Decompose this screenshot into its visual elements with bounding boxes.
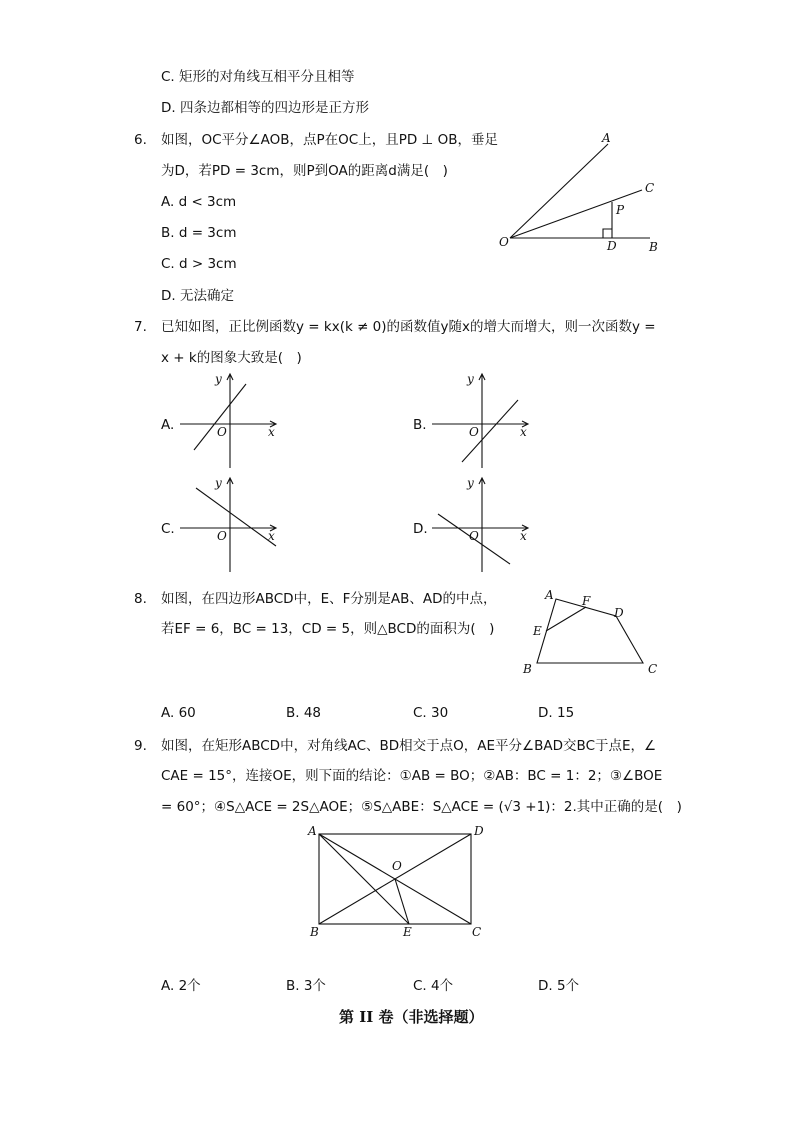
- q9-label-b: B: [310, 925, 319, 939]
- svg-text:y: y: [215, 372, 222, 386]
- q6-right-angle-mark: [603, 229, 612, 238]
- q9-option-b: B. 3个: [286, 978, 326, 994]
- svg-text:x: x: [268, 529, 275, 543]
- q6-label-c: C: [645, 181, 655, 195]
- q8-option-b: B. 48: [286, 705, 322, 721]
- q9-label-o: O: [392, 859, 402, 873]
- q7-stem-line1: 已知如图，正比例函数y = kx(k ≠ 0)的函数值y随x的增大而增大，则一次函数y =: [161, 319, 656, 335]
- q7-graph-b-label: B.: [413, 417, 427, 433]
- svg-text:O: O: [217, 529, 227, 543]
- q8-label-b: B: [523, 662, 532, 676]
- svg-text:y: y: [467, 372, 474, 386]
- q9-option-d: D. 5个: [538, 978, 580, 994]
- svg-text:x: x: [268, 425, 275, 439]
- q7-number: 7.: [134, 319, 147, 335]
- q7-graph-a-label: A.: [161, 417, 175, 433]
- q5-option-d: D. 四条边都相等的四边形是正方形: [161, 100, 369, 116]
- q6-label-o: O: [499, 235, 509, 249]
- svg-text:x: x: [520, 425, 527, 439]
- q8-option-a: A. 60: [161, 705, 196, 721]
- q7-graph-a-line: [194, 384, 246, 450]
- q7-graph-c-label: C.: [161, 521, 175, 537]
- q8-number: 8.: [134, 591, 147, 607]
- q6-stem-line1: 如图，OC平分∠AOB，点P在OC上，且PD ⊥ OB，垂足: [161, 132, 498, 148]
- q8-option-d: D. 15: [538, 705, 575, 721]
- q8-stem-line1: 如图，在四边形ABCD中，E、F分别是AB、AD的中点，: [161, 591, 497, 607]
- q7-graph-c-line: [196, 488, 276, 546]
- q8-label-c: C: [648, 662, 658, 676]
- q7-graph-b: [432, 372, 532, 472]
- q6-stem-line2: 为D，若PD = 3cm，则P到OA的距离d满足( ): [161, 163, 448, 179]
- svg-text:x: x: [520, 529, 527, 543]
- q8-label-f: F: [582, 594, 591, 608]
- q6-ray-oa: [510, 144, 608, 238]
- q8-quad-abcd: [537, 599, 643, 663]
- q6-label-a: A: [602, 131, 611, 145]
- q9-option-c: C. 4个: [413, 978, 454, 994]
- section-title: 第 II 卷（非选择题）: [339, 1008, 484, 1026]
- svg-text:y: y: [467, 476, 474, 490]
- q9-label-d: D: [474, 824, 484, 838]
- q6-option-c: C. d > 3cm: [161, 256, 237, 272]
- q8-option-c: C. 30: [413, 705, 449, 721]
- q7-graph-c: [180, 476, 280, 576]
- q6-number: 6.: [134, 132, 147, 148]
- q8-stem-line2: 若EF = 6，BC = 13，CD = 5，则△BCD的面积为( ): [161, 621, 495, 637]
- q7-graph-d: [432, 476, 532, 576]
- q6-label-p: P: [616, 203, 625, 217]
- q9-label-c: C: [472, 925, 482, 939]
- q8-label-d: D: [614, 606, 624, 620]
- q6-option-a: A. d < 3cm: [161, 194, 237, 210]
- q9-option-a: A. 2个: [161, 978, 201, 994]
- q8-label-a: A: [545, 588, 554, 602]
- q7-stem-line2: x + k的图象大致是( ): [161, 350, 302, 366]
- svg-text:O: O: [469, 529, 479, 543]
- q6-option-d: D. 无法确定: [161, 288, 234, 304]
- q9-number: 9.: [134, 738, 147, 754]
- q6-label-b: B: [649, 240, 658, 254]
- q8-label-e: E: [533, 624, 542, 638]
- q9-rectangle-figure: [305, 820, 495, 940]
- svg-text:y: y: [215, 476, 222, 490]
- svg-text:O: O: [469, 425, 479, 439]
- q8-quadrilateral-figure: [515, 585, 665, 685]
- q7-graph-a: [180, 372, 280, 472]
- q5-option-c: C. 矩形的对角线互相平分且相等: [161, 69, 355, 85]
- q9-label-a: A: [308, 824, 317, 838]
- q6-angle-figure: [490, 130, 670, 260]
- q9-stem-line3: = 60°；④S△ACE = 2S△AOE；⑤S△ABE：S△ACE = (√3 +1)：2.其中正确的是( ): [161, 799, 682, 815]
- q9-label-e: E: [403, 925, 412, 939]
- svg-text:O: O: [217, 425, 227, 439]
- q7-graph-d-label: D.: [413, 521, 428, 537]
- q9-stem-line1: 如图，在矩形ABCD中，对角线AC、BD相交于点O，AE平分∠BAD交BC于点E，∠: [161, 738, 657, 754]
- q9-stem-line2: CAE = 15°，连接OE，则下面的结论：①AB = BO；②AB：BC = 1：2；③∠BOE: [161, 768, 663, 784]
- q6-label-d: D: [607, 239, 617, 253]
- q6-option-b: B. d = 3cm: [161, 225, 237, 241]
